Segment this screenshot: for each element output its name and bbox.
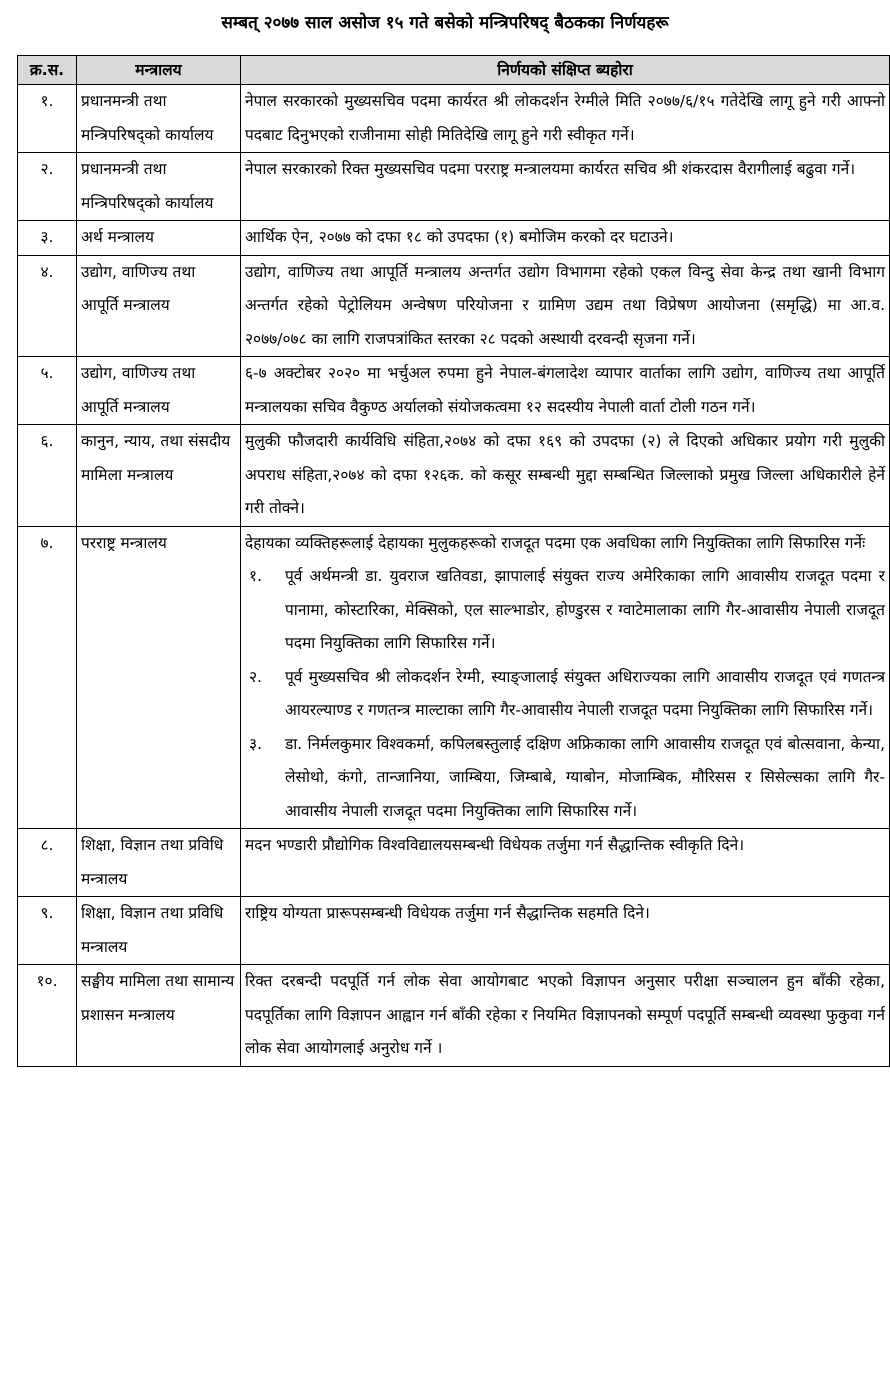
row-ministry: प्रधानमन्त्री तथा मन्त्रिपरिषद्को कार्यालय bbox=[77, 153, 241, 221]
row-number: ५. bbox=[18, 357, 77, 425]
document-title: सम्बत् २०७७ साल असोज १५ गते बसेको मन्त्रिपरिषद् बैठकका निर्णयहरू bbox=[221, 13, 669, 33]
table-row bbox=[18, 357, 890, 425]
row-decision: राष्ट्रिय योग्यता प्रारूपसम्बन्धी विधेयक तर्जुमा गर्न सैद्धान्तिक सहमति दिने। bbox=[241, 897, 890, 965]
row-number: ९. bbox=[18, 897, 77, 965]
row-decision: नेपाल सरकारको मुख्यसचिव पदमा कार्यरत श्री लोकदर्शन रेग्मीले मिति २०७७/६/१५ गतेदेखि लागू हुने गरी आफ्नो पदबाट दिनुभएको राजीनामा सोही मितिदेखि लागू हुने गरी स्वीकृत गर्ने। bbox=[241, 85, 890, 153]
row-number: १०. bbox=[18, 965, 77, 1067]
row-decision: मुलुकी फौजदारी कार्यविधि संहिता,२०७४ को दफा १६९ को उपदफा (२) ले दिएको अधिकार प्रयोग गरी मुलुकी अपराध संहिता,२०७४ को दफा १२६क. को कसूर सम्बन्धी मुद्दा सम्बन्धित जिल्लाको प्रमुख जिल्ला अधिकारीले हेर्ने गरी तोक्ने। bbox=[241, 425, 890, 527]
row-number: ४. bbox=[18, 255, 77, 357]
row-ministry: शिक्षा, विज्ञान तथा प्रविधि मन्त्रालय bbox=[77, 897, 241, 965]
row-ministry: अर्थ मन्त्रालय bbox=[77, 221, 241, 256]
row-ministry: परराष्ट्र मन्त्रालय bbox=[77, 526, 241, 829]
row-decision: देहायका व्यक्तिहरूलाई देहायका मुलुकहरूको राजदूत पदमा एक अवधिका लागि नियुक्तिका लागि सिफारिस गर्नेः bbox=[245, 533, 866, 552]
subitem-text: डा. निर्मलकुमार विश्वकर्मा, कपिलबस्तुलाई दक्षिण अफ्रिकाका लागि आवासीय राजदूत एवं बोत्सवाना, केन्या, लेसोथो, कंगो, तान्जानिया, जाम्बिया, जिम्बाबे, ग्याबोन, मोजाम्बिक, मौरिसस र सिसेल्सका लागि गैर-आवासीय नेपाली राजदूत पदमा नियुक्तिका लागि सिफारिस गर्ने। bbox=[285, 734, 885, 820]
list-item bbox=[245, 661, 885, 728]
list-item bbox=[245, 560, 885, 661]
subitem-number: ३. bbox=[249, 734, 262, 753]
subitem-text: पूर्व मुख्यसचिव श्री लोकदर्शन रेग्मी, स्याङ्जालाई संयुक्त अधिराज्यका लागि आवासीय राजदूत एवं गणतन्त्र आयरल्याण्ड र गणतन्त्र माल्टाका लागि गैर-आवासीय नेपाली राजदूत पदमा नियुक्तिका लागि सिफारिस गर्ने। bbox=[285, 667, 885, 719]
header-serial: क्र.स. bbox=[18, 56, 77, 85]
row-decision: उद्योग, वाणिज्य तथा आपूर्ति मन्त्रालय अन्तर्गत उद्योग विभागमा रहेको एकल विन्दु सेवा केन्द्र तथा खानी विभाग अन्तर्गत रहेको पेट्रोलियम अन्वेषण परियोजना र ग्रामिण उद्यम तथा विप्रेषण आयोजना (समृद्धि) मा आ.व. २०७७/०७८ का लागि राजपत्रांकित स्तरका २८ पदको अस्थायी दरवन्दी सृजना गर्ने। bbox=[241, 255, 890, 357]
row-ministry: उद्योग, वाणिज्य तथा आपूर्ति मन्त्रालय bbox=[77, 255, 241, 357]
row-decision: मदन भण्डारी प्रौद्योगिक विश्वविद्यालयसम्बन्धी विधेयक तर्जुमा गर्न सैद्धान्तिक स्वीकृति दिने। bbox=[241, 829, 890, 897]
table-row bbox=[18, 829, 890, 897]
row-decision-cell bbox=[241, 526, 890, 829]
table-row bbox=[18, 85, 890, 153]
row-ministry: सङ्घीय मामिला तथा सामान्य प्रशासन मन्त्रालय bbox=[77, 965, 241, 1067]
row-ministry: शिक्षा, विज्ञान तथा प्रविधि मन्त्रालय bbox=[77, 829, 241, 897]
subitem-number: २. bbox=[249, 667, 262, 686]
table-row bbox=[18, 255, 890, 357]
list-item bbox=[245, 728, 885, 829]
table-header-row bbox=[18, 56, 890, 85]
row-decision: रिक्त दरबन्दी पदपूर्ति गर्न लोक सेवा आयोगबाट भएको विज्ञापन अनुसार परीक्षा सञ्चालन हुन बाँकी रहेका, पदपूर्तिका लागि विज्ञापन आह्वान गर्न बाँकी रहेका र नियमित विज्ञापनको सम्पूर्ण पदपूर्ति सम्बन्धी व्यवस्था फुकुवा गर्न लोक सेवा आयोगलाई अनुरोध गर्ने । bbox=[241, 965, 890, 1067]
row-number: २. bbox=[18, 153, 77, 221]
table-row bbox=[18, 221, 890, 256]
row-number: १. bbox=[18, 85, 77, 153]
table-row bbox=[18, 965, 890, 1067]
row-decision: नेपाल सरकारको रिक्त मुख्यसचिव पदमा परराष्ट्र मन्त्रालयमा कार्यरत सचिव श्री शंकरदास वैरागीलाई बढुवा गर्ने। bbox=[241, 153, 890, 221]
header-ministry: मन्त्रालय bbox=[77, 56, 241, 85]
decisions-table bbox=[17, 55, 890, 1067]
row-number: ३. bbox=[18, 221, 77, 256]
subitem-text: पूर्व अर्थमन्त्री डा. युवराज खतिवडा, झापालाई संयुक्त राज्य अमेरिकाका लागि आवासीय राजदूत पदमा र पानामा, कोस्टारिका, मेक्सिको, एल साल्भाडोर, होण्डुरस र ग्वाटेमालाका लागि गैर-आवासीय नेपाली राजदूत पदमा नियुक्तिका लागि सिफारिस गर्ने। bbox=[285, 567, 885, 652]
header-decision: निर्णयको संक्षिप्त ब्यहोरा bbox=[241, 56, 890, 85]
subitem-number: १. bbox=[249, 567, 262, 585]
row-ministry: उद्योग, वाणिज्य तथा आपूर्ति मन्त्रालय bbox=[77, 357, 241, 425]
table-row bbox=[18, 153, 890, 221]
row-number: ६. bbox=[18, 425, 77, 527]
row-number: ८. bbox=[18, 829, 77, 897]
row-decision: आर्थिक ऐन, २०७७ को दफा १८ को उपदफा (१) बमोजिम करको दर घटाउने। bbox=[241, 221, 890, 256]
row-ministry: कानुन, न्याय, तथा संसदीय मामिला मन्त्रालय bbox=[77, 425, 241, 527]
table-row bbox=[18, 897, 890, 965]
table-row bbox=[18, 526, 890, 829]
row-number: ७. bbox=[18, 526, 77, 829]
table-row bbox=[18, 425, 890, 527]
row-ministry: प्रधानमन्त्री तथा मन्त्रिपरिषद्को कार्यालय bbox=[77, 85, 241, 153]
row-decision: ६-७ अक्टोबर २०२० मा भर्चुअल रुपमा हुने नेपाल-बंगलादेश व्यापार वार्ताका लागि उद्योग, वाणिज्य तथा आपूर्ति मन्त्रालयका सचिव वैकुण्ठ अर्यालको संयोजकत्वमा १२ सदस्यीय नेपाली वार्ता टोली गठन गर्ने। bbox=[241, 357, 890, 425]
